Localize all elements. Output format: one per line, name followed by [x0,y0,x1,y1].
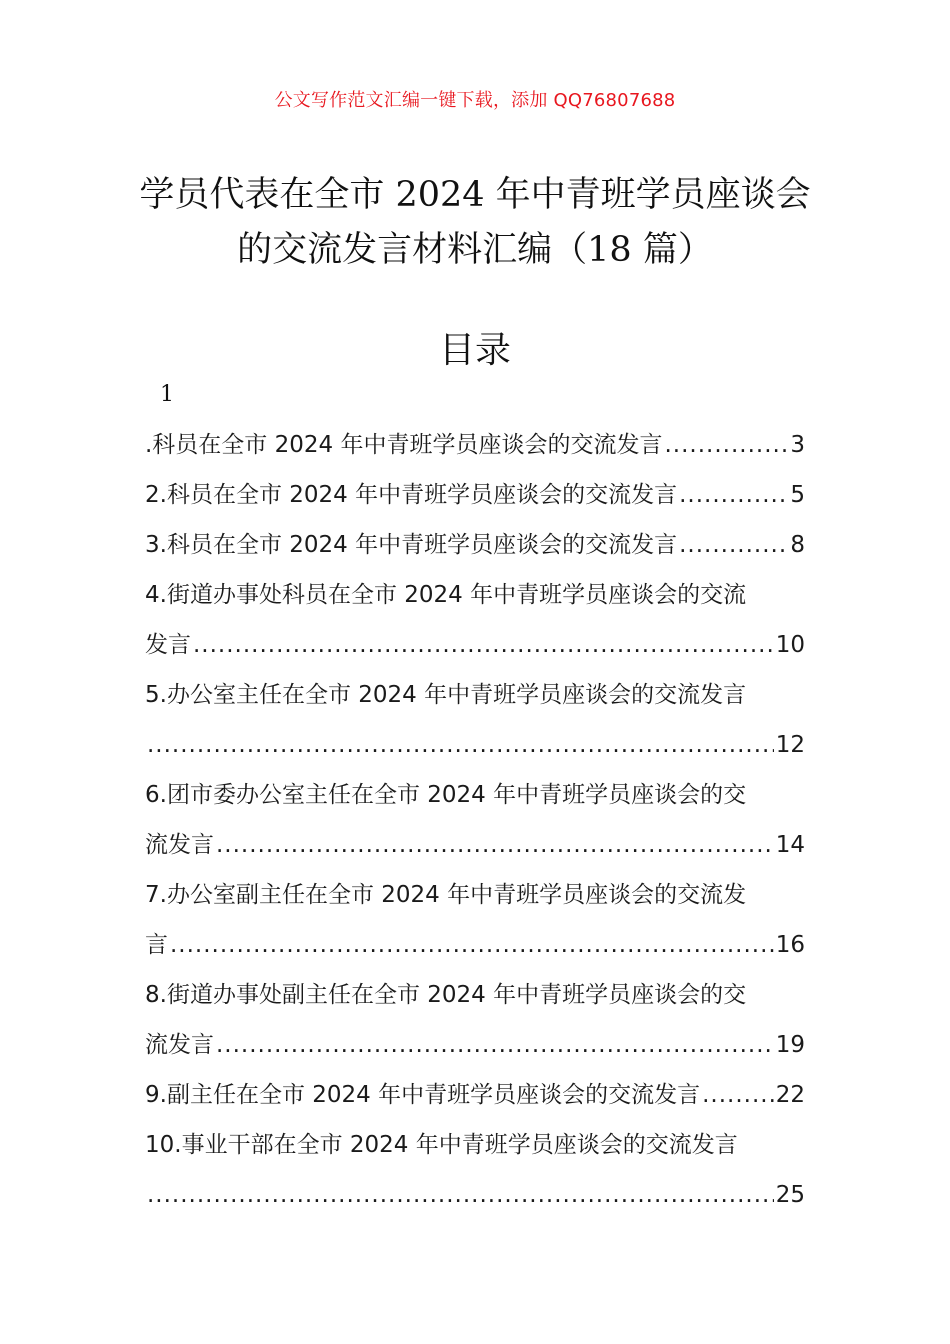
toc-entry-2[interactable] [145,470,805,520]
toc-entry-title: 10.事业干部在全市 2024 年中青班学员座谈会的交流发言 [145,1132,738,1158]
toc-leader-dots [679,470,788,520]
toc-entry-title: 6.团市委办公室主任在全市 2024 年中青班学员座谈会的交 [145,782,747,808]
toc-entry-title: .科员在全市 2024 年中青班学员座谈会的交流发言 [145,432,663,458]
toc-entry-title: 2.科员在全市 2024 年中青班学员座谈会的交流发言 [145,482,678,508]
toc-entry-title-cont: 言 [145,932,168,958]
toc-entry-page: 12 [775,732,805,758]
toc-entry-6-continued[interactable] [145,820,805,870]
toc-entry-10-continued[interactable] [145,1170,805,1220]
toc-entry-6[interactable] [145,770,805,820]
toc-first-number: 1 [160,382,174,407]
toc-entry-8[interactable] [145,970,805,1020]
toc-entry-page: 22 [775,1082,805,1108]
toc-leader-dots [702,1070,774,1120]
toc-leader-dots [664,420,788,470]
toc-entry-title: 3.科员在全市 2024 年中青班学员座谈会的交流发言 [145,532,678,558]
toc-leader-dots [216,1020,774,1070]
toc-entry-title-cont: 流发言 [145,1032,214,1058]
toc-entry-title: 5.办公室主任在全市 2024 年中青班学员座谈会的交流发言 [145,682,747,708]
title-line-2: 的交流发言材料汇编（18 篇） [237,230,713,270]
toc-entry-4[interactable] [145,570,805,620]
toc-leader-dots [193,620,774,670]
toc-entry-1[interactable] [145,420,805,470]
toc-leader-dots [216,820,774,870]
toc-entry-title: 4.街道办事处科员在全市 2024 年中青班学员座谈会的交流 [145,582,747,608]
toc-entry-10[interactable] [145,1120,805,1170]
toc-entry-page: 16 [775,932,805,958]
document-title [95,168,855,278]
toc-entry-page: 5 [790,482,805,508]
toc-leader-dots [147,1170,774,1220]
toc-entry-5[interactable] [145,670,805,720]
toc-entry-4-continued[interactable] [145,620,805,670]
promo-banner: 公文写作范文汇编一键下载，添加 QQ76807688 [274,90,676,111]
toc-entry-page: 14 [775,832,805,858]
title-line-1: 学员代表在全市 2024 年中青班学员座谈会 [139,175,811,215]
toc-entry-3[interactable] [145,520,805,570]
toc-entry-9[interactable] [145,1070,805,1120]
toc-entry-5-continued[interactable] [145,720,805,770]
toc-entry-title: 7.办公室副主任在全市 2024 年中青班学员座谈会的交流发 [145,882,747,908]
toc-leader-dots [170,920,774,970]
toc-entry-page: 25 [775,1182,805,1208]
toc-entry-title-cont: 流发言 [145,832,214,858]
toc-entry-8-continued[interactable] [145,1020,805,1070]
toc-heading: 目录 [438,330,511,371]
toc-leader-dots [147,720,774,770]
toc-entry-page: 8 [790,532,805,558]
toc-entry-page: 10 [775,632,805,658]
toc-entry-7[interactable] [145,870,805,920]
table-of-contents [145,420,805,1220]
toc-entry-title: 8.街道办事处副主任在全市 2024 年中青班学员座谈会的交 [145,982,747,1008]
toc-entry-7-continued[interactable] [145,920,805,970]
toc-entry-title: 9.副主任在全市 2024 年中青班学员座谈会的交流发言 [145,1082,701,1108]
toc-entry-page: 3 [790,432,805,458]
toc-leader-dots [679,520,788,570]
toc-entry-title-cont: 发言 [145,632,191,658]
toc-entry-page: 19 [775,1032,805,1058]
